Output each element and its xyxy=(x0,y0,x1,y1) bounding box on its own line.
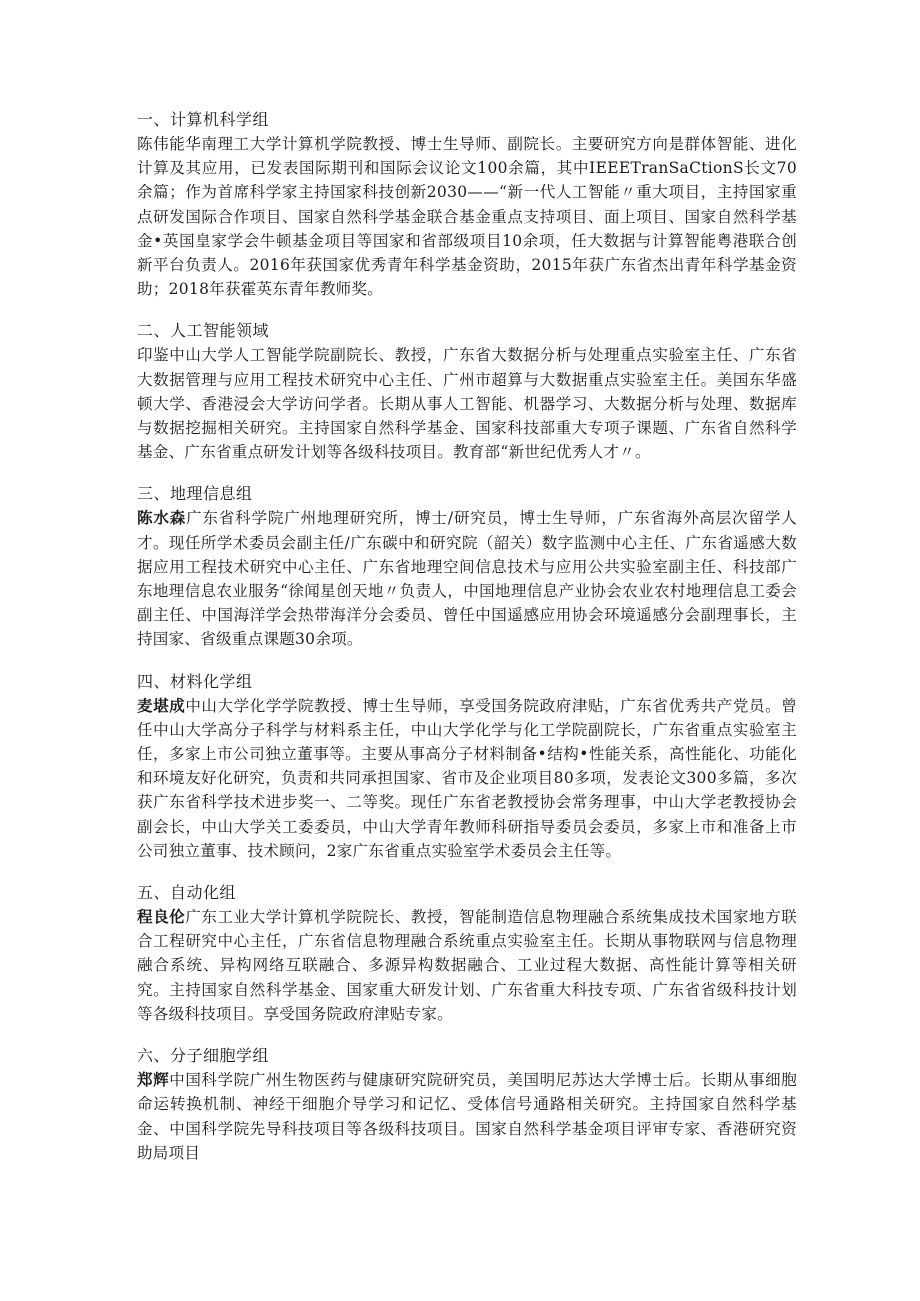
section-heading: 五、自动化组 xyxy=(137,883,237,903)
paragraph-text: 印鉴中山大学人工智能学院副院长、教授，广东省大数据分析与处理重点实验室主任、广东省大数据管理与应用工程技术研究中心主任、广州市超算与大数据重点实验室主任。美国东华盛顿大学、香港浸会大学访问学者。长期从事人工智能、机器学习、大数据分析与处理、数据库与数据挖掘相关研究。主持国家自然科学基金、国家科技部重大专项子课题、广东省自然科学基金、广东省重点研发计划等各级科技项目。教育部“新世纪优秀人才〃。 xyxy=(137,346,797,462)
section-geographic-information xyxy=(137,482,797,651)
section-heading: 二、人工智能领域 xyxy=(137,321,270,341)
section-paragraph xyxy=(137,905,797,1026)
section-heading: 一、计算机科学组 xyxy=(137,110,270,129)
section-paragraph xyxy=(137,132,797,301)
person-name: 郑辉 xyxy=(137,1070,170,1090)
section-paragraph xyxy=(137,1068,797,1165)
document-page xyxy=(137,108,797,1183)
paragraph-text: 陈伟能华南理工大学计算机学院教授、博士生导师、副院长。主要研究方向是群体智能、进化计算及其应用，已发表国际期刊和国际会议论文100余篇，其中IEEETranSaCtionS长文70余篇；作为首席科学家主持国家科技创新2030——“新一代人工智能〃重大项目，主持国家重点研发国际合作项目、国家自然科学基金联合基金重点支持项目、面上项目、国家自然科学基金•英国皇家学会牛顿基金项目等国家和省部级项目10余项，任大数据与计算智能粤港联合创新平台负责人。2016年获国家优秀青年科学基金资助，2015年获广东省杰出青年科学基金资助；2018年获霍英东青年教师奖。 xyxy=(137,135,797,299)
section-materials-chemistry xyxy=(137,670,797,863)
person-name: 陈水森 xyxy=(137,508,187,528)
section-artificial-intelligence xyxy=(137,319,797,464)
section-molecular-cell-biology xyxy=(137,1044,797,1165)
paragraph-text: 中国科学院广州生物医药与健康研究院研究员，美国明尼苏达大学博士后。长期从事细胞命运转换机制、神经干细胞介导学习和记忆、受体信号通路相关研究。主持国家自然科学基金、中国科学院先导科技项目等各级科技项目。国家自然科学基金项目评审专家、香港研究资助局项目 xyxy=(137,1071,797,1162)
section-heading: 四、材料化学组 xyxy=(137,671,253,691)
paragraph-text: 广东省科学院广州地理研究所，博士/研究员，博士生导师，广东省海外高层次留学人才。现任所学术委员会副主任/广东碳中和研究院（韶关）数字监测中心主任、广东省遥感大数据应用工程技术研究中心主任、广东省地理空间信息技术与应用公共实验室副主任、科技部广东地理信息农业服务“徐闻星创天地〃负责人，中国地理信息产业协会农业农村地理信息工委会副主任、中国海洋学会热带海洋分会委员、曾任中国遥感应用协会环境遥感分会副理事长，主持国家、省级重点课题30余项。 xyxy=(137,509,798,649)
section-heading: 三、地理信息组 xyxy=(137,484,253,504)
section-paragraph xyxy=(137,343,797,464)
person-name: 麦堪成 xyxy=(137,695,186,715)
section-heading: 六、分子细胞学组 xyxy=(137,1046,270,1066)
section-paragraph xyxy=(137,506,797,651)
person-name: 程良伦 xyxy=(137,907,186,927)
section-computer-science xyxy=(137,108,797,301)
paragraph-text: 中山大学化学学院教授、博士生导师，享受国务院政府津贴，广东省优秀共产党员。曾任中山大学高分子科学与材料系主任，中山大学化学与化工学院副院长，广东省重点实验室主任，多家上市公司独立董事等。主要从事高分子材料制备•结构•性能关系，高性能化、功能化和环境友好化研究，负责和共同承担国家、省市及企业项目80多项，发表论文300多篇，多次获广东省科学技术进步奖一、二等奖。现任广东省老教授协会常务理事，中山大学老教授协会副会长，中山大学关工委委员，中山大学青年教师科研指导委员会委员，多家上市和准备上市公司独立董事、技术顾问，2家广东省重点实验室学术委员会主任等。 xyxy=(137,696,798,860)
section-paragraph xyxy=(137,694,797,863)
section-automation xyxy=(137,881,797,1026)
paragraph-text: 广东工业大学计算机学院院长、教授，智能制造信息物理融合系统集成技术国家地方联合工程研究中心主任，广东省信息物理融合系统重点实验室主任。长期从事物联网与信息物理融合系统、异构网络互联融合、多源异构数据融合、工业过程大数据、高性能计算等相关研究。主持国家自然科学基金、国家重大研发计划、广东省重大科技专项、广东省省级科技计划等各级科技项目。享受国务院政府津贴专家。 xyxy=(137,908,798,1023)
